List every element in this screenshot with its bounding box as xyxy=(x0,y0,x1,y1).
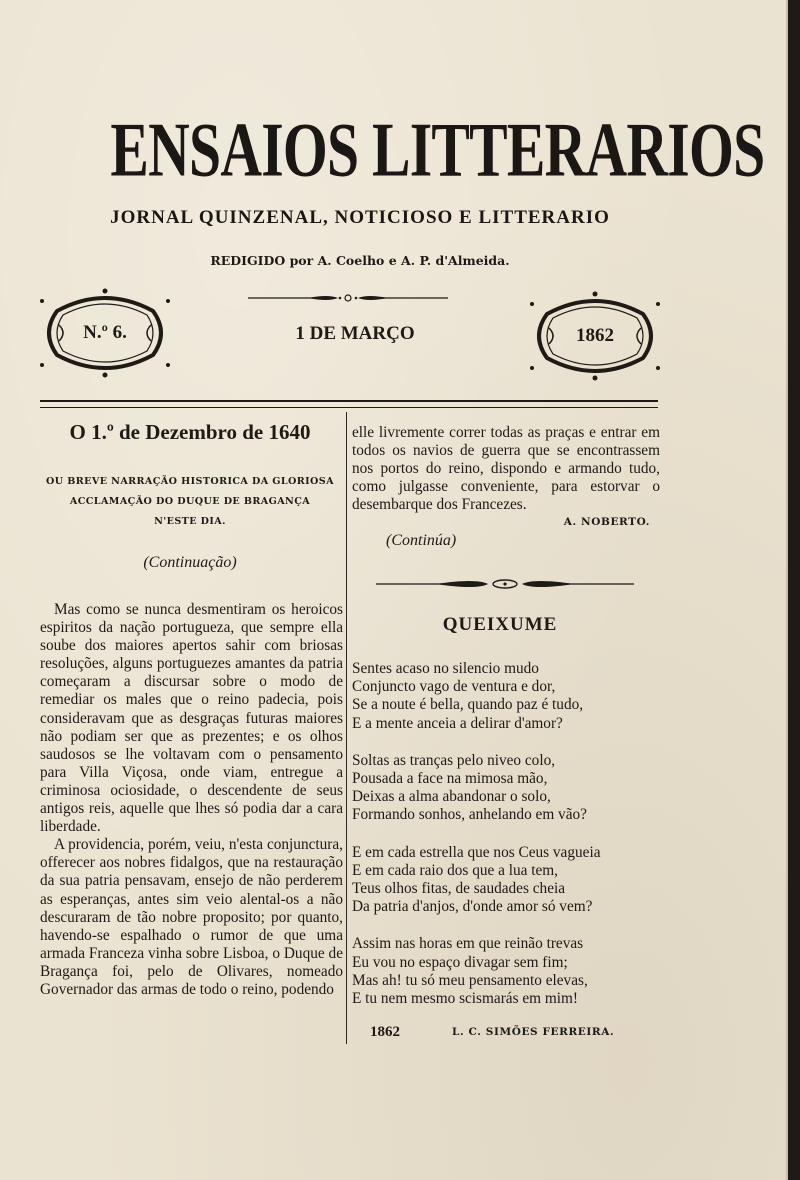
poem-line: Sentes acaso no silencio mudo xyxy=(352,660,539,677)
top-flourish-ornament xyxy=(248,292,448,304)
poem-line: Formando sonhos, anhelando em vão? xyxy=(352,806,587,824)
poem-line: Deixas a alma abandonar o solo, xyxy=(352,788,551,806)
issue-date: 1 DE MARÇO xyxy=(295,323,415,344)
article-subtitle-line: OU BREVE NARRAÇÃO HISTORICA DA GLORIOSA xyxy=(46,476,334,487)
masthead-title: ENSAIOS LITTERARIOS xyxy=(110,107,765,194)
poem-line: Eu vou no espaço divagar sem fim; xyxy=(352,953,568,971)
article-paragraph: A providencia, porém, veiu, n'esta conjunctura, offerecer aos nobres fidalgos, que na restauração da sua patria pensavam, ensejo de não perderem as esperanças, antes sim veio alental-os a não descuraram de tão nobre proposito; por quanto, havendo-se espalhado o rumor de que uma armada Franceza vinha sobre Lisboa, o Duque de Bragança foi, pelo de Olivares, nomeado Governador das armas de todo o reino, podendo xyxy=(40,836,343,998)
continues-label: (Continúa) xyxy=(386,532,457,549)
poem-stanza xyxy=(352,844,662,917)
poem-year: 1862 xyxy=(370,1024,400,1040)
poem-stanza xyxy=(352,660,662,733)
article-paragraph: Mas como se nunca desmentiram os heroicos espiritos da nação portugueza, que sempre ella soube dos maiores apertos sahir com briosas resoluções, alguns portuguezes amantes da patria começaram a discursar sobre o modo de remediar os males que o reino padecia, pois consideravam que as desgraças futuras maiores não podiam ser que as prezentes; e os olhos saudosos se lhe voltavam com o pensamento para Villa Viçosa, onde viam, entregue a criminosa ociosidade, o descendente de seus antigos reis, aquelle que lhes só podia dar a cara liberdade. xyxy=(40,601,343,836)
masthead-subtitle: JORNAL QUINZENAL, NOTICIOSO E LITTERARIO xyxy=(110,207,610,228)
poem-line: E em cada raio dos que a lua tem, xyxy=(352,861,559,879)
continuation-label: (Continuação) xyxy=(143,554,237,571)
poem-line: Mas ah! tu só meu pensamento elevas, xyxy=(352,971,588,989)
scan-dark-edge xyxy=(788,0,800,1180)
issue-year: 1862 xyxy=(576,325,614,346)
poem-signature xyxy=(352,1024,662,1044)
poem-line: Pousada a face na mimosa mão, xyxy=(352,770,548,788)
issue-number: N.º 6. xyxy=(83,322,127,343)
poem-line: E a mente anceia a delirar d'amor? xyxy=(352,714,563,732)
poem-line: Assim nas horas em que reinão trevas xyxy=(352,935,584,953)
article-title: O 1.º de Dezembro de 1640 xyxy=(69,420,311,444)
poem-line: Se a noute é bella, quando paz é tudo, xyxy=(352,696,584,714)
header-divider xyxy=(40,400,658,408)
poem-stanza xyxy=(352,935,662,1008)
article-author: A. NOBERTO. xyxy=(563,516,650,528)
section-flourish-ornament xyxy=(376,577,634,591)
article-subtitle-line: ACCLAMAÇÃO DO DUQUE DE BRAGANÇA xyxy=(69,496,311,507)
poem xyxy=(352,660,662,1027)
article-body xyxy=(40,601,343,999)
poem-author: L. C. SIMÕES FERREIRA. xyxy=(452,1026,615,1038)
poem-line: Conjuncto vago de ventura e dor, xyxy=(352,678,556,696)
poem-stanza xyxy=(352,752,662,825)
article-continued-text: elle livremente correr todas as praças e entrar em todos os navios de guerra que se encontrassem nos portos do reino, dispondo e armando tudo, como julgasse conveniente, para estorvar o desembarque dos Francezes. xyxy=(352,424,660,514)
poem-line: Soltas as tranças pelo niveo colo, xyxy=(352,751,556,769)
column-divider xyxy=(346,412,347,1044)
editors-line: REDIGIDO por A. Coelho e A. P. d'Almeida. xyxy=(210,253,510,268)
article-subtitle xyxy=(34,472,346,532)
poem-line: Teus olhos fitas, de saudades cheia xyxy=(352,880,566,898)
poem-title: QUEIXUME xyxy=(442,614,558,635)
year-cartouche xyxy=(527,290,663,382)
article-subtitle-line: N'ESTE DIA. xyxy=(154,516,226,527)
poem-line: E em cada estrella que nos Ceus vagueia xyxy=(352,843,601,861)
poem-line: E tu nem mesmo scismarás em mim! xyxy=(352,990,579,1008)
issue-number-cartouche xyxy=(37,287,173,379)
poem-line: Da patria d'anjos, d'onde amor só vem? xyxy=(352,898,593,916)
